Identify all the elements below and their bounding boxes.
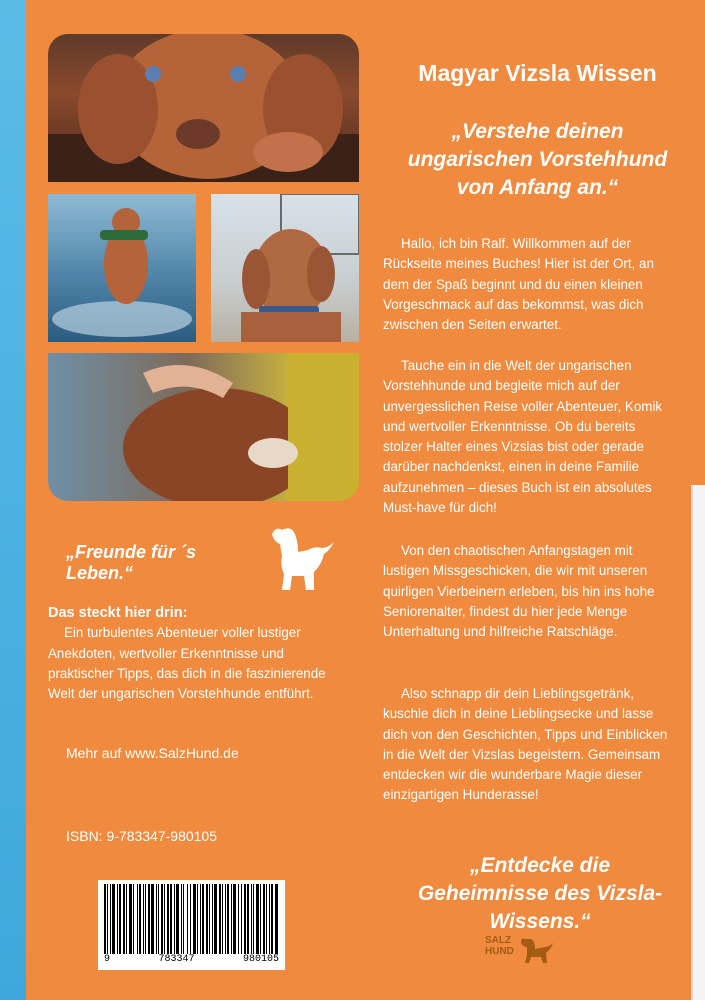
barcode-bar [148,884,150,954]
barcode-bar [187,884,189,954]
barcode-bar [123,884,125,954]
barcode-bar [143,884,144,954]
barcode-bar [181,884,182,954]
closing-quote: „Entdecke die Geheimnisse des Vizsla-Wissens.“ [417,854,663,933]
barcode-bar [193,884,196,954]
barcode-bar [251,884,252,954]
tagline-quote: „Verstehe deinen ungarischen Vorstehhund von Anfang an.“ [407,120,668,199]
barcode-bar [156,884,157,954]
page-edge-right [691,485,705,1000]
barcode-bar [269,884,270,954]
website-link[interactable]: Mehr auf www.SalzHund.de [66,745,239,761]
isbn: ISBN: 9-783347-980105 [66,828,217,844]
barcode-bar [133,884,134,954]
barcode-bar [209,884,210,954]
barcode-bar [158,884,159,954]
barcode-bar [151,884,154,954]
barcode-bar [200,884,201,954]
barcode [98,880,285,970]
barcode-bar [110,884,111,954]
barcode-bar [197,884,198,954]
barcode-bar [104,884,106,954]
barcode-bar [266,884,267,954]
dog-in-water-photo [48,194,196,342]
barcode-bar [275,884,278,954]
barcode-bar [117,884,118,954]
barcode-digits-right: 980105 [242,954,279,965]
dog-logo-icon [519,935,555,965]
barcode-bar [244,884,246,954]
barcode-number [98,954,285,965]
barcode-bar [256,884,259,954]
blurb-paragraph-1: Hallo, ich bin Ralf. Willkommen auf der Rückseite meines Buches! Hier ist der Ort, an dem der Spaß beginnt und du einen kleinen Vorgeschmack auf das bekommst, was dich zwischen den Seiten erwartet. [383,236,654,333]
barcode-bar [139,884,141,954]
logo-line-1: SALZ [485,935,512,946]
barcode-bar [263,884,265,954]
cover-edge-left [0,0,26,1000]
book-title: Magyar Vizsla Wissen [418,60,657,86]
barcode-bar [183,884,184,954]
barcode-bar [164,884,165,954]
logo-line-2: HUND [485,946,514,957]
barcode-bar [225,884,226,954]
barcode-bar [170,884,172,954]
barcode-bar [112,884,115,954]
puppy-silhouette-icon [268,522,338,594]
barcode-bar [231,884,232,954]
barcode-bar [206,884,208,954]
barcode-bar [129,884,132,954]
barcode-bar [190,884,191,954]
barcode-bar [227,884,229,954]
barcode-bar [260,884,261,954]
blurb-paragraph-4: Also schnapp dir dein Lieblingsgetränk, kuschle dich in deine Lieblingsecke und lasse dich von den Geschichten, Tipps und Einblicken in die Welt der Vizslas begeistern. Gemeinsam entdecken wir die wunderbare Magie dieser einzigartigen Hunderasse! [383,686,668,803]
barcode-bar [202,884,204,954]
barcode-bar [167,884,169,954]
barcode-bar [107,884,108,954]
barcode-bar [212,884,213,954]
puppy-photo [48,34,359,182]
barcode-bar [137,884,138,954]
barcode-bar [126,884,127,954]
friends-quote: „Freunde für ´s Leben.“ [66,542,197,583]
barcode-digit-prefix: 9 [104,954,111,965]
contents-section [48,603,348,704]
barcode-bar [271,884,273,954]
salzhund-logo [485,935,565,969]
senior-dog-photo [211,194,359,342]
contents-text: Ein turbulentes Abenteuer voller lustiger Anekdoten, wertvoller Erkenntnisse und praktischer Tipps, das dich in die faszinierende Welt der ungarischen Vorstehhunde entführt. [48,625,326,702]
barcode-bars [104,884,279,954]
barcode-bar [214,884,217,954]
petting-dog-photo [48,353,359,501]
barcode-bar [219,884,221,954]
barcode-bar [253,884,254,954]
barcode-bar [247,884,249,954]
barcode-digits-left: 783347 [158,954,195,965]
barcode-bar [145,884,146,954]
contents-heading: Das steckt hier drin: [48,605,188,621]
barcode-bar [174,884,175,954]
blurb-paragraph-2: Tauche ein in die Welt der ungarischen Vorstehhunde und begleite mich auf der unvergesslichen Reise voller Abenteuer, Komik und wertvoller Erkenntnisse. Ob du bereits stolzer Halter eines Vizslas bist oder gerade darüber nachdenkst, einen in deine Familie aufzunehmen – dieses Buch ist ein absolutes Must-have für dich! [383,358,663,516]
barcode-bar [233,884,236,954]
blurb-paragraph-3: Von den chaotischen Anfangstagen mit lustigen Missgeschicken, die wir mit unseren quirligen Vierbeinern erleben, bis hin ins hohe Seniorenalter, findest du hier jede Menge Unterhaltung und hilfreiche Ratschläge. [383,543,655,640]
barcode-bar [176,884,179,954]
barcode-bar [119,884,121,954]
barcode-bar [222,884,223,954]
barcode-bar [161,884,163,954]
barcode-bar [241,884,242,954]
barcode-bar [238,884,239,954]
